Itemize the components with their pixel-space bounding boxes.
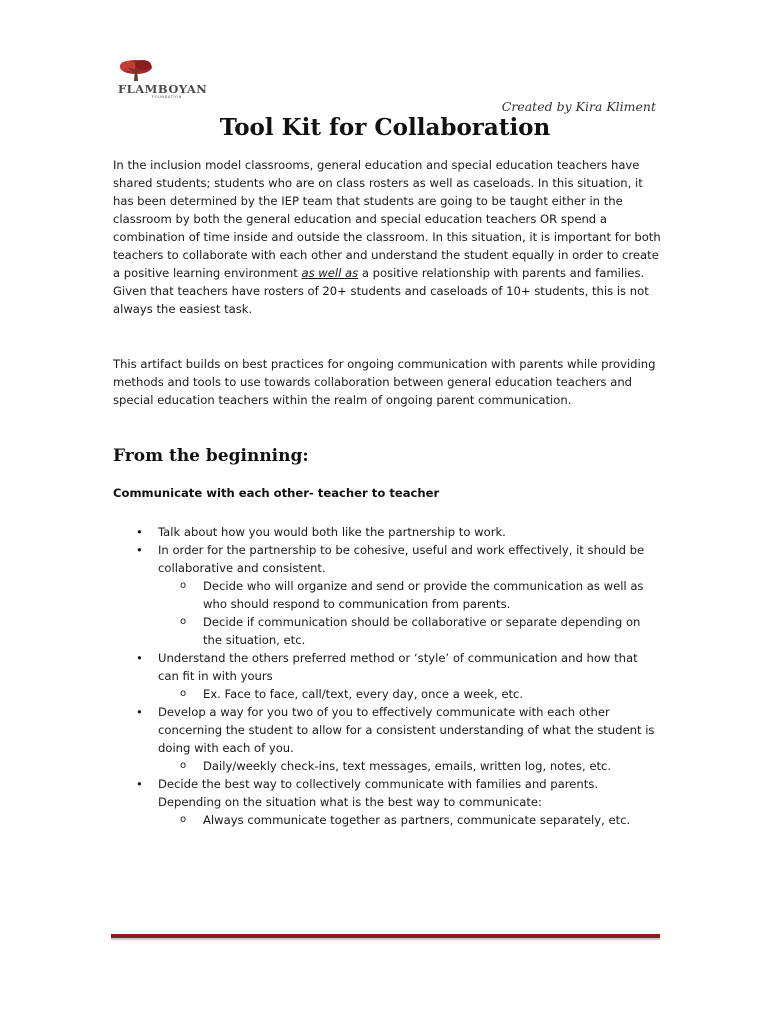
- section-heading: From the beginning:: [113, 446, 309, 466]
- paragraph: [113, 156, 663, 318]
- list-item: [113, 703, 658, 775]
- list-item: [113, 775, 658, 829]
- intro-paragraph-2: [113, 355, 663, 409]
- intro-text-b: a positive relationship with parents and families. Given that teachers have rosters of 20+ students and caseloads of 10+ students, this is not always the easiest task.: [113, 266, 649, 316]
- sub-list-item: [158, 685, 658, 703]
- document-title: Tool Kit for Collaboration: [219, 114, 551, 141]
- sub-list: [158, 757, 658, 775]
- author-byline: Created by Kira Kliment: [501, 99, 656, 114]
- flamboyan-logo: [114, 58, 208, 100]
- sub-list-item-text: Ex. Face to face, call/text, every day, once a week, etc.: [203, 687, 524, 701]
- footer-divider: [111, 934, 660, 940]
- paragraph: This artifact builds on best practices for ongoing communication with parents while providing methods and tools to use towards collaboration between general education teachers and special education teachers within the realm of ongoing parent communication.: [113, 357, 656, 407]
- sub-list: [158, 685, 658, 703]
- list-item-text: Develop a way for you two of you to effectively communicate with each other concerning the student to allow for a consistent understanding of what the student is doing with each of you.: [158, 705, 655, 755]
- bullet-list: [113, 523, 658, 829]
- list-item: [113, 523, 658, 541]
- sub-list-item-text: Always communicate together as partners, communicate separately, etc.: [203, 813, 631, 827]
- sub-list-item: [158, 757, 658, 775]
- sub-list: [158, 811, 658, 829]
- list-item-text: In order for the partnership to be cohesive, useful and work effectively, it should be collaborative and consistent.: [158, 543, 645, 575]
- logo-wordmark: FLAMBOYAN: [118, 82, 208, 96]
- list-item: [113, 649, 658, 703]
- list-item-text: Talk about how you would both like the partnership to work.: [158, 525, 506, 539]
- intro-paragraph-1: [113, 156, 663, 318]
- sub-list-item-text: Decide who will organize and send or provide the communication as well as who should respond to communication from parents.: [203, 579, 644, 611]
- list-item-text: Understand the others preferred method or ‘style’ of communication and how that can fit in with yours: [158, 651, 638, 683]
- sub-list-item-text: Decide if communication should be collaborative or separate depending on the situation, etc.: [203, 615, 641, 647]
- tree-icon: [116, 58, 156, 82]
- intro-text-a: In the inclusion model classrooms, general education and special education teachers have shared students; students who are on class rosters as well as caseloads. In this situation, it has been determined by the IEP team that students are going to be taught either in the classroom by both the general education and special education teachers OR spend a combination of time inside and outside the classroom. In this situation, it is important for both teachers to collaborate with each other and understand the student equally in order to create a positive learning environment: [113, 158, 661, 280]
- logo-subtitle: FOUNDATION: [152, 95, 182, 99]
- sub-list-item: [158, 613, 658, 649]
- sub-list-item: [158, 577, 658, 613]
- sub-list-item: [158, 811, 658, 829]
- sub-list: [158, 577, 658, 649]
- list-item-text: Decide the best way to collectively communicate with families and parents. Depending on the situation what is the best way to communicate:: [158, 777, 599, 809]
- sub-list-item-text: Daily/weekly check-ins, text messages, emails, written log, notes, etc.: [203, 759, 612, 773]
- emphasized-text: as well as: [301, 266, 359, 280]
- list-item: [113, 541, 658, 649]
- section-subheading: Communicate with each other- teacher to teacher: [113, 486, 440, 500]
